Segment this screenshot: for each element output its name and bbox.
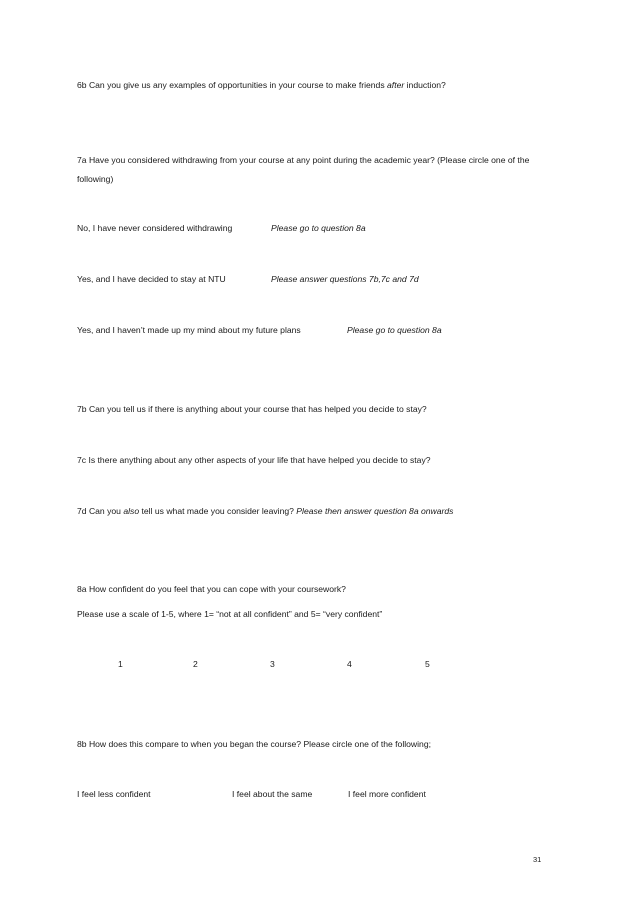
question-7a-option-1[interactable]: No, I have never considered withdrawing xyxy=(77,223,233,233)
question-6b-text: 6b Can you give us any examples of opportunities in your course to make friends xyxy=(77,80,385,90)
question-7d-text: 7d Can you xyxy=(77,506,121,516)
question-8b-text: 8b How does this compare to when you began the course? Please circle one of the following; xyxy=(77,739,431,749)
question-8b-option-less[interactable]: I feel less confident xyxy=(77,789,151,799)
scale-option-3[interactable]: 3 xyxy=(270,659,275,669)
question-7a-option-1-note: Please go to question 8a xyxy=(271,223,366,233)
question-8a-text: 8a How confident do you feel that you can cope with your coursework? xyxy=(77,584,346,594)
question-7c-text: 7c Is there anything about any other aspects of your life that have helped you decide to stay? xyxy=(77,455,431,465)
question-7a-text: 7a Have you considered withdrawing from your course at any point during the academic year? (Please circle one of the following) xyxy=(77,155,530,184)
page-number: 31 xyxy=(533,855,542,864)
question-7a-option-2-note: Please answer questions 7b,7c and 7d xyxy=(271,274,419,284)
question-6b-tail: induction? xyxy=(406,80,446,90)
question-7d-note: Please then answer question 8a onwards xyxy=(296,506,454,516)
question-8b-option-more[interactable]: I feel more confident xyxy=(348,789,426,799)
question-8b-option-same[interactable]: I feel about the same xyxy=(232,789,313,799)
question-7a-option-3-note: Please go to question 8a xyxy=(347,325,442,335)
question-7d-emphasis: also xyxy=(123,506,140,516)
question-7a-option-2[interactable]: Yes, and I have decided to stay at NTU xyxy=(77,274,226,284)
question-6b xyxy=(77,80,446,90)
scale-option-4[interactable]: 4 xyxy=(347,659,352,669)
question-7d xyxy=(77,506,453,516)
scale-option-2[interactable]: 2 xyxy=(193,659,198,669)
question-7d-text-cont: tell us what made you consider leaving? xyxy=(141,506,294,516)
question-8a-instruction: Please use a scale of 1-5, where 1= “not at all confident” and 5= “very confident” xyxy=(77,609,383,619)
scale-option-1[interactable]: 1 xyxy=(118,659,123,669)
question-7a-option-3[interactable]: Yes, and I haven’t made up my mind about my future plans xyxy=(77,325,301,335)
question-6b-emphasis: after xyxy=(387,80,405,90)
scale-option-5[interactable]: 5 xyxy=(425,659,430,669)
question-7b-text: 7b Can you tell us if there is anything about your course that has helped you decide to stay? xyxy=(77,404,427,414)
